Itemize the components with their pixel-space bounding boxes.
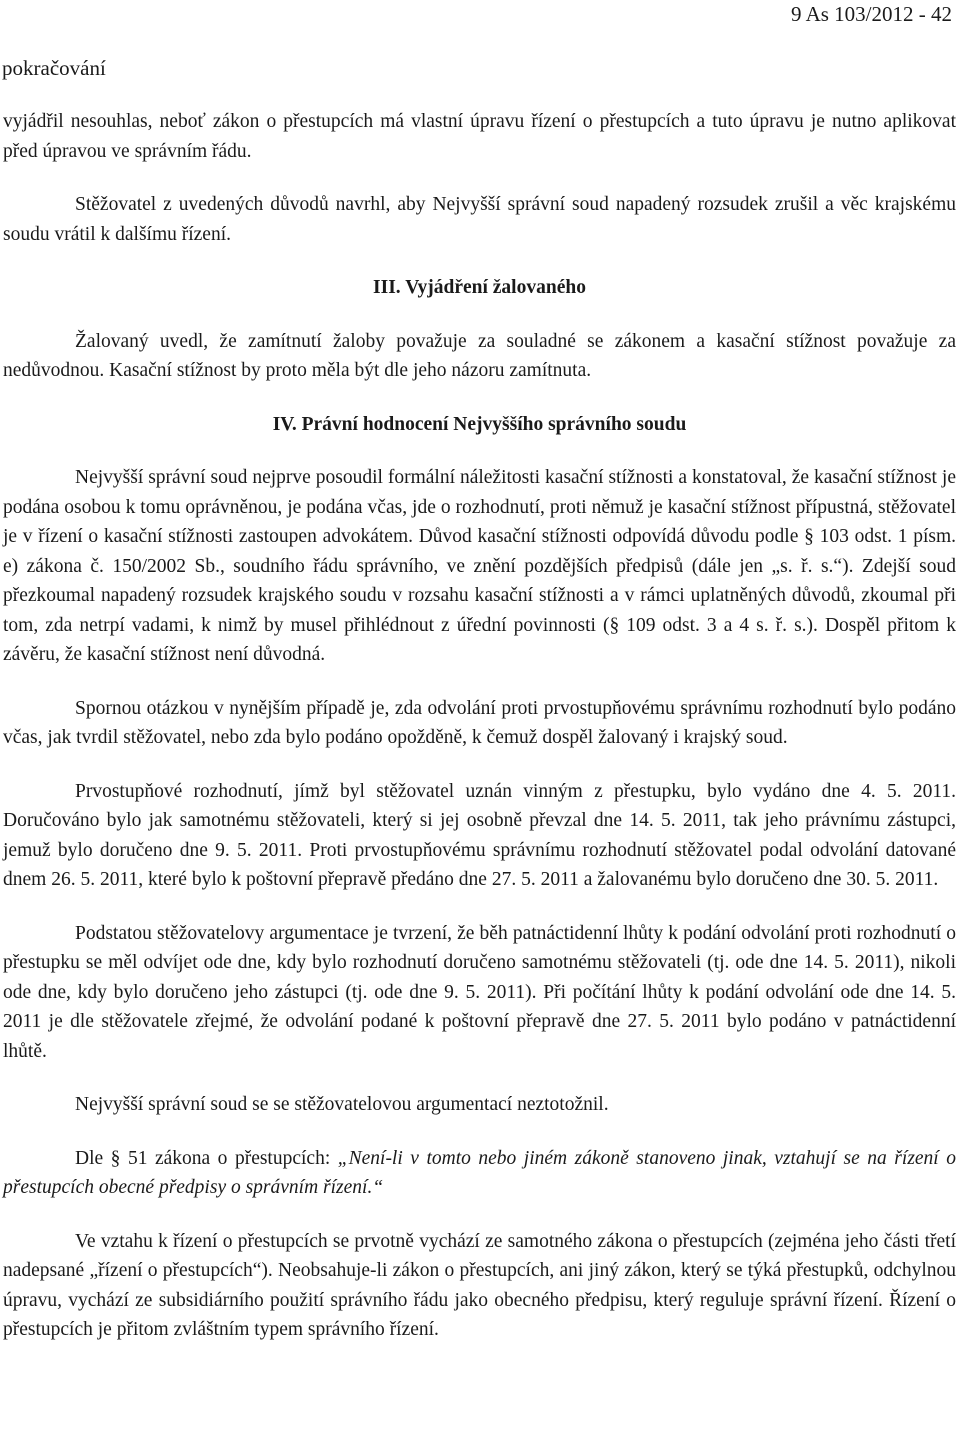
paragraph-proposal: Stěžovatel z uvedených důvodů navrhl, aby Nejvyšší správní soud napadený rozsudek zrušil a věc krajskému soudu vrátil k dalšímu řízení. xyxy=(3,194,956,245)
heading-section-3: III. Vyjádření žalovaného xyxy=(373,277,586,298)
assessment-part-3: 109 odst. 3 a 4 s. ř. s.). Dospěl přitom k závěru, že kasační stížnost není důvodná. xyxy=(3,614,956,665)
paragraph-disagree: Nejvyšší správní soud se se stěžovatelovou argumentací neztotožnil. xyxy=(75,1094,609,1115)
section-sign: § xyxy=(804,526,814,547)
assessment-part-2: 103 odst. 1 písm. e) zákona č. 150/2002 Sb., soudního řádu správního, ve znění pozdějších předpisů (dále jen „s. ř. s.“). Zdejší soud přezkoumal napadený rozsudek krajského soudu v rozsahu kasační stížnosti a v rámci uplatněných důvodů, zkoumal při tom, zda netrpí vadami, k nimž by musel přihlédnout z úřední povinnosti ( xyxy=(3,526,957,636)
continuation-label: pokračování xyxy=(2,56,106,80)
paragraph-intro: vyjádřil nesouhlas, neboť zákon o přestupcích má vlastní úpravu řízení o přestupcích a tuto úpravu je nutno aplikovat před úpravou ve správním řádu. xyxy=(3,111,956,162)
case-number: 9 As 103/2012 - 42 xyxy=(790,2,952,26)
assessment-part-1: Nejvyšší správní soud nejprve posoudil formální náležitosti kasační stížnosti a konstatoval, že kasační stížnost je podána osobou k tomu oprávněnou, je podána včas, jde o rozhodnutí, proti němuž je kasační stížnost přípustná, stěžovatel je v řízení o kasační stížnosti zastoupen advokátem. Důvod kasační stížnosti odpovídá důvodu podle xyxy=(3,467,956,547)
paragraph-question: Spornou otázkou v nynějším případě je, zda odvolání proti prvostupňovému správnímu rozhodnutí bylo podáno včas, jak tvrdil stěžovatel, nebo zda bylo podáno opožděně, k čemuž dospěl žalovaný i krajský soud. xyxy=(3,697,956,748)
paragraph-final: Ve vztahu k řízení o přestupcích se prvotně vychází ze samotného zákona o přestupcích (zejména jeho části třetí nadepsané „řízení o přestupcích“). Neobsahuje-li zákon o přestupcích, ani jiný zákon, který se týká přestupků, odchylnou úpravu, vychází ze subsidiárního použití správního řádu jako obecného předpisu, který reguluje správní řízení. Řízení o přestupcích je přitom zvláštním typem správního řízení. xyxy=(3,1230,956,1340)
heading-section-4: IV. Právní hodnocení Nejvyššího správního soudu xyxy=(272,413,687,435)
section-sign: § xyxy=(110,1147,121,1169)
paragraph-argument: Podstatou stěžovatelovy argumentace je tvrzení, že běh patnáctidenní lhůty k podání odvolání proti rozhodnutí o přestupku se měl odvíjet ode dne, kdy bylo rozhodnutí doručeno samotnému stěžovateli (tj. ode dne 14. 5. 2011), nikoli ode dne, kdy bylo doručeno jeho zástupci (tj. ode dne 9. 5. 2011). Při počítání lhůty k podání odvolání ode dne 14. 5. 2011 je dle stěžovatele zřejmé, že odvolání podané k poštovní přepravě dne 27. 5. 2011 bylo podáno v patnáctidenní lhůtě. xyxy=(3,922,956,1062)
section-sign: § xyxy=(609,614,620,636)
s51-mid: 51 zákona o přestupcích: xyxy=(127,1147,338,1169)
paragraph-section-51 xyxy=(3,1144,956,1203)
paragraph-first-instance: Prvostupňové rozhodnutí, jímž byl stěžovatel uznán vinným z přestupku, bylo vydáno dne 4. 5. 2011. Doručováno bylo jak samotnému stěžovateli, který si jej osobně převzal dne 14. 5. 2011, tak jeho právnímu zástupci, jemuž bylo doručeno dne 9. 5. 2011. Proti prvostupňovému správnímu rozhodnutí stěžovatel podal odvolání datované dnem 26. 5. 2011, které bylo k poštovní přepravě předáno dne 27. 5. 2011 a žalovanému bylo doručeno dne 30. 5. 2011. xyxy=(3,780,956,890)
s51-pre: Dle xyxy=(75,1147,104,1169)
s51-quote: „Není-li v tomto nebo jiném zákoně stanoveno jinak, vztahují se na řízení o přestupcích obecné předpisy o správním řízení.“ xyxy=(3,1147,956,1198)
paragraph-assessment xyxy=(3,463,956,670)
paragraph-defendant: Žalovaný uvedl, že zamítnutí žaloby považuje za souladné se zákonem a kasační stížnost považuje za nedůvodnou. Kasační stížnost by proto měla být dle jeho názoru zamítnuta. xyxy=(3,330,956,381)
document-body xyxy=(3,107,956,1369)
